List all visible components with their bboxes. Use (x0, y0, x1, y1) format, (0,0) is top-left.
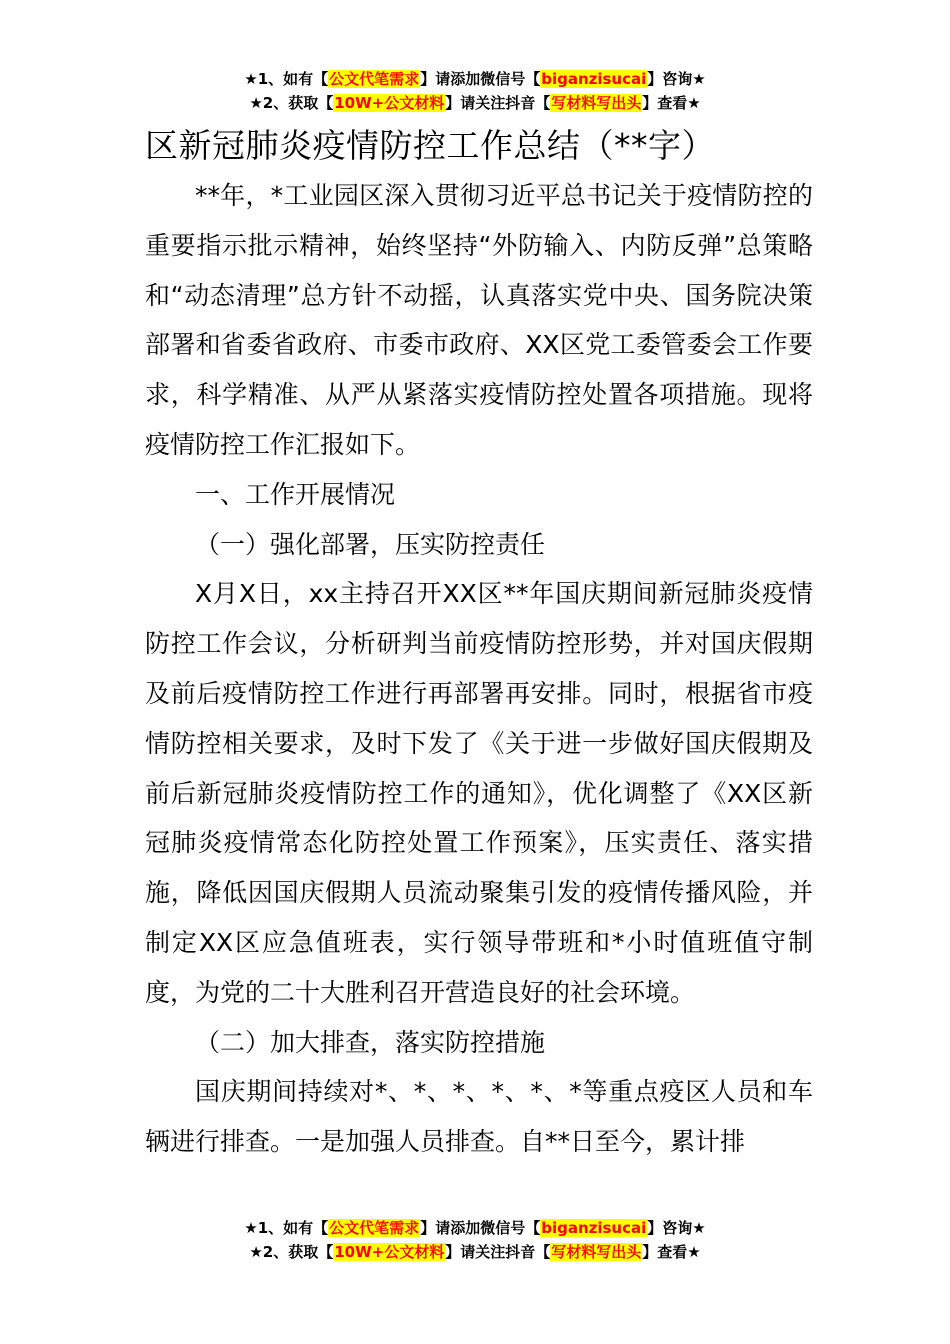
promo-text: ★2、获取【 (249, 1243, 334, 1261)
promo-highlight: 写材料写出头 (551, 1243, 642, 1261)
subsection-heading: （二）加大排查，落实防控措施 (195, 1027, 546, 1057)
promo-line-2 (0, 1240, 950, 1264)
promo-text: 】请添加微信号【 (420, 1219, 541, 1237)
promo-text: 】咨询★ (647, 70, 706, 88)
promo-text: 】咨询★ (647, 1219, 706, 1237)
promo-text: 】查看★ (642, 1243, 701, 1261)
promo-text: ★1、如有【 (244, 70, 329, 88)
document-title: 区新冠肺炎疫情防控工作总结（**字） (145, 126, 715, 165)
promo-highlight: 10W+公文材料 (334, 94, 445, 112)
subsection-heading: （一）强化部署，压实防控责任 (195, 529, 546, 559)
promo-highlight: biganzisucai (541, 70, 647, 88)
promo-text: 】查看★ (642, 94, 701, 112)
promo-text: 】请添加微信号【 (420, 70, 541, 88)
intro-paragraph: **年，*工业园区深入贯彻习近平总书记关于疫情防控的重要指示批示精神，始终坚持“外防输入、内防反弹”总策略和“动态清理”总方针不动摇，认真落实党中央、国务院决策部署和省委省政府、市委市政府、XX区党工委管委会工作要求，科学精准、从严从紧落实疫情防控处置各项措施。现将疫情防控工作汇报如下。 (145, 181, 813, 459)
promo-text: ★1、如有【 (244, 1219, 329, 1237)
promo-text: ★2、获取【 (249, 94, 334, 112)
promo-highlight: 公文代笔需求 (329, 70, 420, 88)
document-body (145, 171, 813, 1167)
promo-text: 】请关注抖音【 (445, 1243, 551, 1261)
top-promo-banner (0, 67, 950, 115)
promo-highlight: 公文代笔需求 (329, 1219, 420, 1237)
promo-line-2 (0, 91, 950, 115)
body-paragraph: 国庆期间持续对*、*、*、*、*、*等重点疫区人员和车辆进行排查。一是加强人员排查。自**日至今，累计排 (145, 1077, 813, 1157)
promo-highlight: 10W+公文材料 (334, 1243, 445, 1261)
promo-line-1 (0, 1216, 950, 1240)
body-paragraph: X月X日，xx主持召开XX区**年国庆期间新冠肺炎疫情防控工作会议，分析研判当前疫情防控形势，并对国庆假期及前后疫情防控工作进行再部署再安排。同时，根据省市疫情防控相关要求，及时下发了《关于进一步做好国庆假期及前后新冠肺炎疫情防控工作的通知》，优化调整了《XX区新冠肺炎疫情常态化防控处置工作预案》，压实责任、落实措施，降低因国庆假期人员流动聚集引发的疫情传播风险，并制定XX区应急值班表，实行领导带班和*小时值班值守制度，为党的二十大胜利召开营造良好的社会环境。 (145, 579, 813, 1007)
section-heading: 一、工作开展情况 (195, 479, 396, 509)
bottom-promo-banner (0, 1216, 950, 1264)
promo-text: 】请关注抖音【 (445, 94, 551, 112)
promo-highlight: 写材料写出头 (551, 94, 642, 112)
promo-line-1 (0, 67, 950, 91)
promo-highlight: biganzisucai (541, 1219, 647, 1237)
